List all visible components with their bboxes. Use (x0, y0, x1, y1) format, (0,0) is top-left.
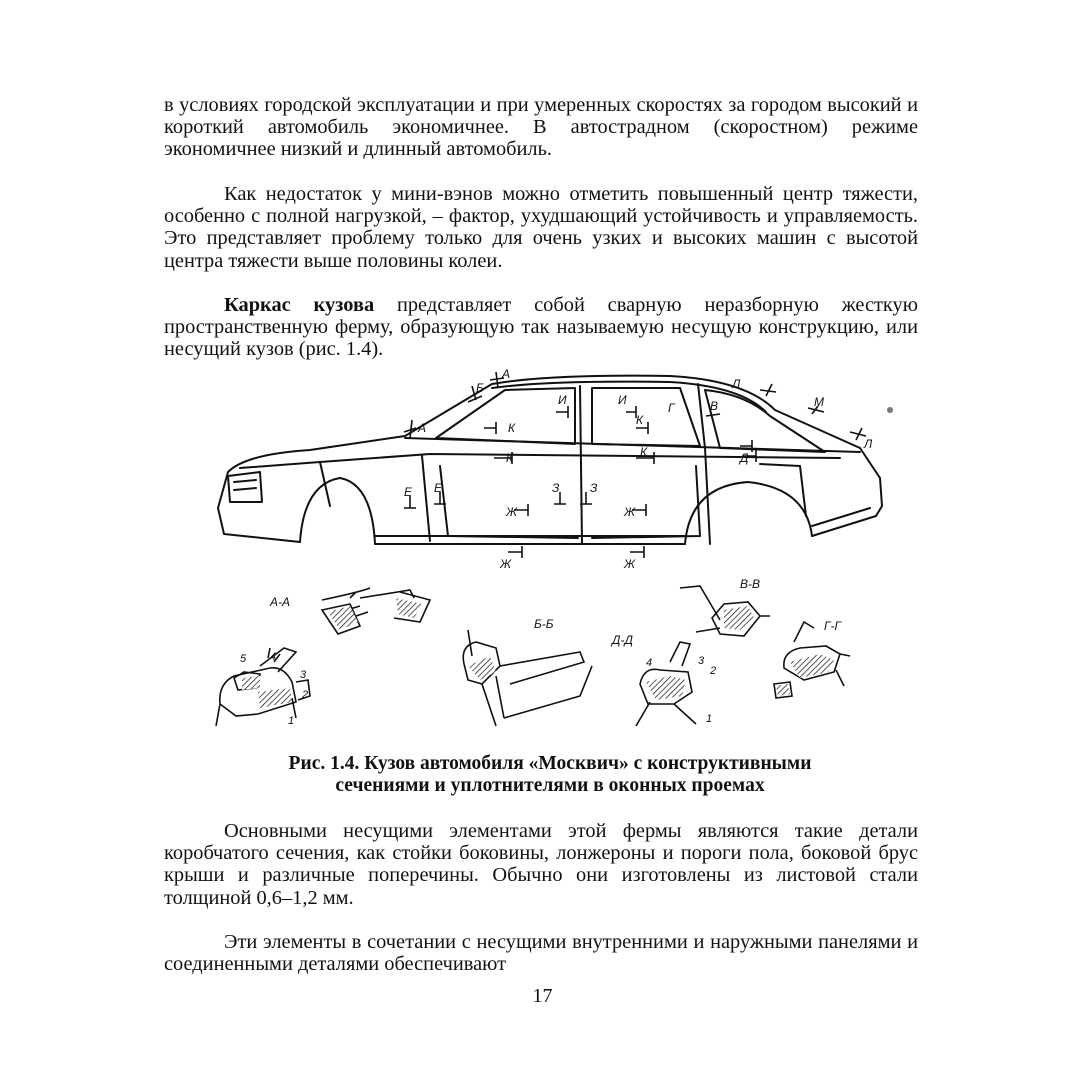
mark-k2: К (636, 413, 644, 427)
callout-3-aa: 3 (300, 669, 307, 681)
mark-l1: Л (732, 377, 741, 391)
mark-zh4: Ж (624, 557, 636, 571)
mark-b: Б (476, 381, 484, 395)
callout-4-aa: 4 (270, 651, 277, 663)
paragraph-5: Эти элементы в сочетании с несущими внутренними и наружными панелями и соединенными деталями обеспечивают (164, 931, 918, 976)
paragraph-4: Основными несущими элементами этой фермы являются такие детали коробчатого сечения, как стойки боковины, лонжероны и пороги пола, боковой брус крыши и различные поперечины. Обычно они изготовлены из листовой стали толщиной 0,6–1,2 мм. (164, 820, 918, 909)
mark-zh1: Ж (506, 505, 518, 519)
mark-k3: К (506, 451, 514, 465)
mark-e2: Е (434, 481, 443, 495)
label-gg: Г-Г (824, 619, 842, 633)
label-vv: В-В (740, 577, 761, 591)
callout-4-dd: 4 (646, 657, 653, 669)
caption-line-2: сечениями и уплотнителями в оконных проемах (335, 775, 765, 796)
mark-l2: Л (864, 437, 873, 451)
mark-g: Г (668, 401, 675, 415)
callout-2-aa: 2 (302, 689, 309, 701)
callout-5-aa: 5 (240, 653, 247, 665)
label-dd: Д-Д (612, 633, 633, 647)
mark-e: Е (404, 485, 413, 499)
paragraph-2: Как недостаток у мини-вэнов можно отметить повышенный центр тяжести, особенно с полной нагрузкой, – фактор, ухудшающий устойчивость и управляемость. Это представляет проблему только для очень узких и высоких машин с высотой центра тяжести выше половины колеи. (164, 183, 918, 272)
mark-zh3: Ж (500, 557, 512, 571)
callout-3-dd: 3 (698, 655, 705, 667)
paragraph-1: в условиях городской эксплуатации и при умеренных скоростях за городом высокий и короткий автомобиль экономичнее. В автострадном (скоростном) режиме экономичнее низкий и длинный автомобиль. (164, 94, 918, 161)
mark-m: М (814, 395, 824, 409)
car-body-drawing (200, 366, 900, 748)
callout-1-dd: 1 (706, 713, 713, 725)
figure-caption (160, 753, 940, 797)
mark-a2: А (502, 367, 511, 381)
label-bb: Б-Б (534, 617, 554, 631)
page-number: 17 (532, 985, 553, 1007)
mark-z2: З (590, 481, 598, 495)
mark-i1: И (558, 393, 567, 407)
paragraph-3: Каркас кузова представляет собой сварную неразборную жесткую пространственную ферму, образующую так называемую несущую конструкцию, или несущий кузов (рис. 1.4). (164, 294, 918, 361)
callout-1-aa: 1 (288, 715, 295, 727)
mark-a1: А (418, 421, 427, 435)
caption-line-1: Рис. 1.4. Кузов автомобиля «Москвич» с конструктивными (288, 753, 812, 774)
term-bold: Каркас кузова (224, 294, 375, 316)
mark-k4: К (640, 445, 648, 459)
callout-2-dd: 2 (710, 665, 717, 677)
mark-z1: З (552, 481, 560, 495)
mark-d: Д (740, 451, 749, 465)
mark-zh2: Ж (624, 505, 636, 519)
mark-k1: К (508, 421, 516, 435)
mark-v: В (710, 399, 719, 413)
speck (887, 407, 893, 413)
figure-car-body (200, 366, 900, 748)
mark-i2: И (618, 393, 627, 407)
label-aa: А-А (270, 595, 291, 609)
